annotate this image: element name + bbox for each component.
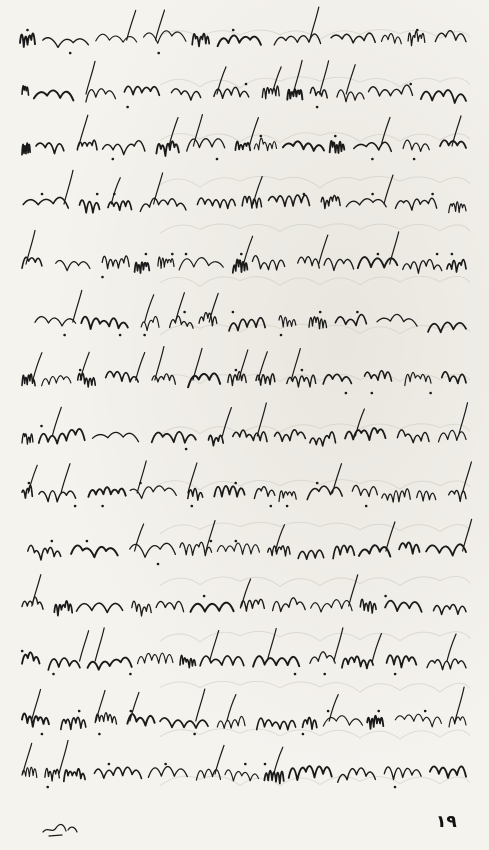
script-line bbox=[21, 628, 466, 675]
show-through-ink bbox=[160, 30, 470, 786]
script-line bbox=[22, 231, 466, 279]
script-line bbox=[22, 115, 466, 161]
page-number: ١٩ bbox=[436, 812, 457, 832]
manuscript-lines bbox=[20, 7, 472, 788]
margin-signature-mark bbox=[40, 818, 80, 840]
script-line bbox=[20, 7, 466, 54]
script-line bbox=[22, 347, 466, 395]
script-line bbox=[22, 687, 466, 735]
script-line bbox=[22, 60, 466, 108]
script-line bbox=[22, 461, 471, 507]
script-line bbox=[23, 170, 466, 213]
script-line bbox=[22, 403, 468, 451]
script-line bbox=[22, 741, 466, 789]
script-line bbox=[28, 519, 472, 565]
script-line bbox=[22, 575, 466, 616]
script-line bbox=[35, 290, 466, 336]
